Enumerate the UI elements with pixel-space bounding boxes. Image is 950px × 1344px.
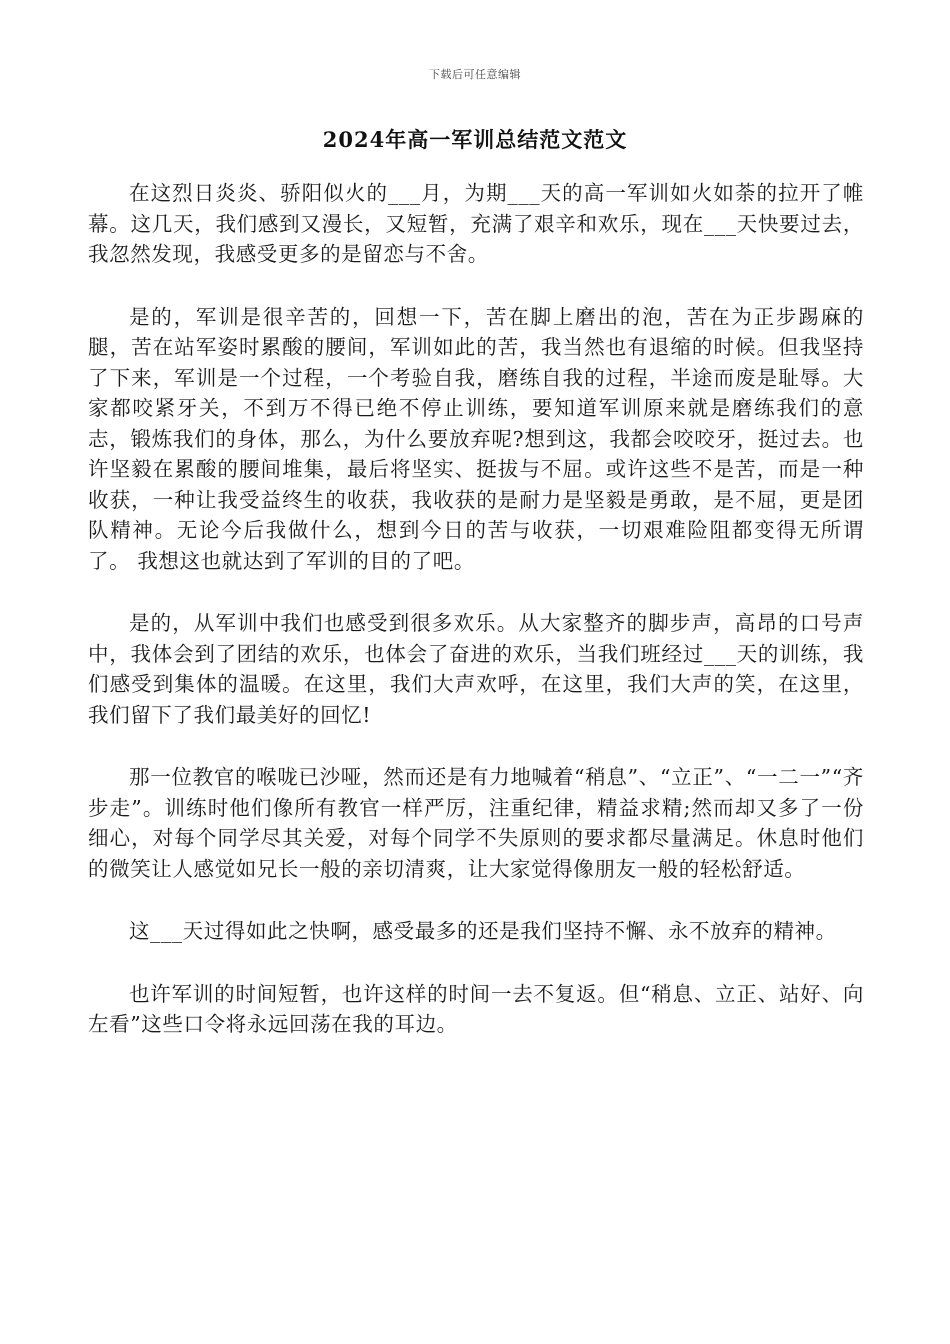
paragraph-1: 在这烈日炎炎、骄阳似火的___月，为期___天的高一军训如火如荼的拉开了帷幕。这几天，我们感到又漫长，又短暂，充满了艰辛和欢乐，现在___天快要过去，我忽然发现，我感受更多的是留恋与不舍。 (88, 181, 864, 266)
paragraph-2: 是的，军训是很辛苦的，回想一下，苦在脚上磨出的泡，苦在为正步踢麻的腿，苦在站军姿时累酸的腰间，军训如此的苦，我当然也有退缩的时候。但我坚持了下来，军训是一个过程，一个考验自我，磨练自我的过程，半途而废是耻辱。大家都咬紧牙关，不到万不得已绝不停止训练，要知道军训原来就是磨练我们的意志，锻炼我们的身体，那么，为什么要放弃呢?想到这，我都会咬咬牙，挺过去。也许坚毅在累酸的腰间堆集，最后将坚实、挺拔与不屈。或许这些不是苦，而是一种收获，一种让我受益终生的收获，我收获的是耐力是坚毅是勇敢，是不屈，更是团队精神。无论今后我做什么，想到今日的苦与收获，一切艰难险阻都变得无所谓了。 我想这也就达到了军训的目的了吧。 (88, 304, 864, 573)
document-title: 2024年高一军训总结范文范文 (322, 127, 628, 152)
paragraph-6: 也许军训的时间短暂，也许这样的时间一去不复返。但“稍息、立正、站好、向左看”这些口令将永远回荡在我的耳边。 (88, 981, 864, 1036)
paragraph-3: 是的，从军训中我们也感受到很多欢乐。从大家整齐的脚步声，高昂的口号声中，我体会到了团结的欢乐，也体会了奋进的欢乐，当我们班经过___天的训练，我们感受到集体的温暖。在这里，我们大声欢呼，在这里，我们大声的笑，在这里，我们留下了我们最美好的回忆! (88, 611, 864, 727)
document-body (88, 178, 864, 1072)
paragraph-5: 这___天过得如此之快啊，感受最多的还是我们坚持不懈、永不放弃的精神。 (129, 919, 837, 943)
paragraph-4: 那一位教官的喉咙已沙哑，然而还是有力地喊着“稍息”、“立正”、“一二一”“齐步走”。训练时他们像所有教官一样严厉，注重纪律，精益求精;然而却又多了一份细心，对每个同学尽其关爱，对每个同学不失原则的要求都尽量满足。休息时他们的微笑让人感觉如兄长一般的亲切清爽，让大家觉得像朋友一般的轻松舒适。 (88, 765, 864, 881)
header-note: 下载后可任意编辑 (429, 68, 521, 81)
